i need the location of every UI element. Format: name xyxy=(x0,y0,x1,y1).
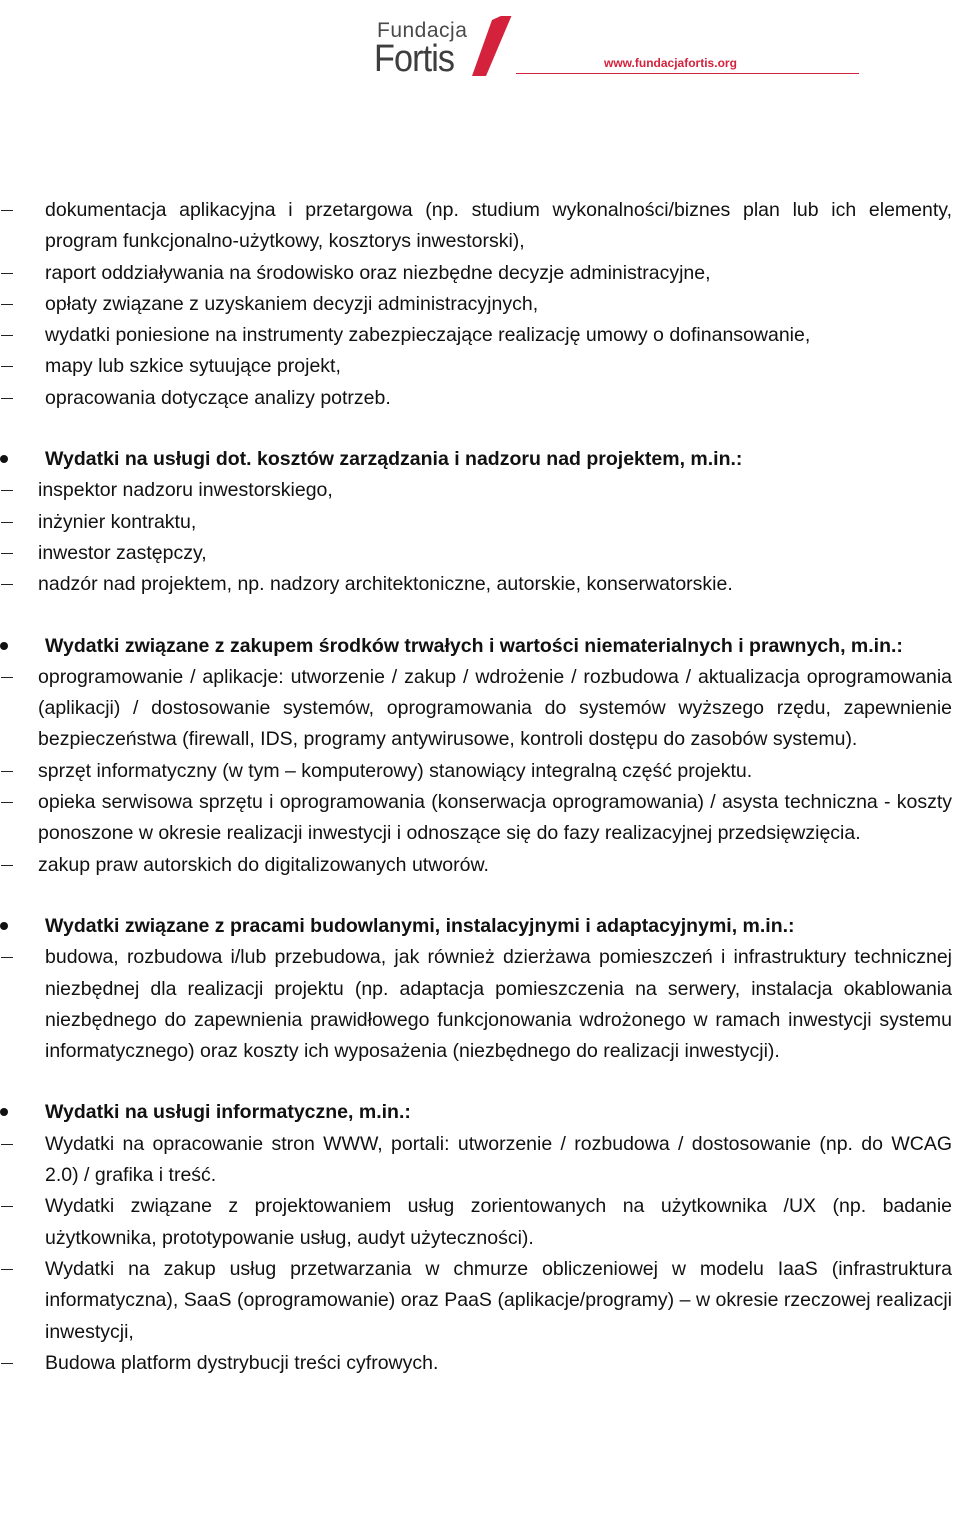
list-item-text: inżynier kontraktu, xyxy=(38,510,197,533)
section-project-documentation xyxy=(0,195,960,414)
spacer xyxy=(0,601,960,631)
spacer xyxy=(0,414,960,444)
list-item xyxy=(0,1129,960,1192)
logo-text-fundacja: Fundacja xyxy=(377,19,468,42)
heading-text: Wydatki związane z pracami budowlanymi, instalacyjnymi i adaptacyjnymi, m.in.: xyxy=(45,914,795,937)
logo-text-fortis: Fortis xyxy=(374,38,455,80)
list-item xyxy=(0,195,960,258)
website-url[interactable]: www.fundacjafortis.org xyxy=(604,56,737,70)
dash-bullet-icon xyxy=(0,942,14,973)
section-it-services xyxy=(0,1097,960,1379)
list-item-text: dokumentacja aplikacyjna i przetargowa (np. studium wykonalności/biznes plan lub ich elementy, program funkcjonalno-użytkowy, kosztorys inwestorski), xyxy=(45,199,952,253)
list-item xyxy=(0,383,960,414)
list-item xyxy=(0,662,960,756)
round-bullet-icon xyxy=(0,631,14,662)
heading-text: Wydatki na usługi dot. kosztów zarządzania i nadzoru nad projektem, m.in.: xyxy=(45,448,743,471)
header-rule xyxy=(516,73,859,74)
dash-bullet-icon xyxy=(0,569,14,600)
list-item-text: Budowa platform dystrybucji treści cyfrowych. xyxy=(45,1351,439,1374)
list-item xyxy=(0,1348,960,1379)
list-item-text: Wydatki na opracowanie stron WWW, portali: utworzenie / rozbudowa / dostosowanie (np. do WCAG 2.0) / grafika i treść. xyxy=(45,1132,952,1187)
list-item xyxy=(0,351,960,382)
list-item xyxy=(0,787,960,850)
list-item-text: zakup praw autorskich do digitalizowanych utworów. xyxy=(38,853,489,876)
round-bullet-icon xyxy=(0,1097,14,1128)
dash-bullet-icon xyxy=(0,787,14,818)
list-item-text: opracowania dotyczące analizy potrzeb. xyxy=(45,386,391,409)
list-item-text: mapy lub szkice sytuujące projekt, xyxy=(45,355,341,378)
list-item-text: opieka serwisowa sprzętu i oprogramowania (konserwacja oprogramowania) / asysta techniczna - koszty ponoszone w okresie realizacji inwestycji i odnoszące się do fazy realizacyjnej przedsięwzięcia. xyxy=(38,791,952,845)
list-item-text: Wydatki na zakup usług przetwarzania w chmurze obliczeniowej w modelu IaaS (infrastruktura informatyczna), SaaS (oprogramowanie) oraz PaaS (aplikacje/programy) – w okresie rzeczowej realizacji inwestycji, xyxy=(45,1257,952,1343)
dash-bullet-icon xyxy=(0,1191,14,1222)
section-heading xyxy=(0,444,960,475)
list-item xyxy=(0,1191,960,1254)
dash-bullet-icon xyxy=(0,383,14,414)
section-management-supervision xyxy=(0,444,960,600)
list-item xyxy=(0,475,960,506)
round-bullet-icon xyxy=(0,444,14,475)
dash-bullet-icon xyxy=(0,320,14,351)
dash-bullet-icon xyxy=(0,756,14,787)
dash-bullet-icon xyxy=(0,850,14,881)
dash-bullet-icon xyxy=(0,538,14,569)
list-item-text: sprzęt informatyczny (w tym – komputerowy) stanowiący integralną część projektu. xyxy=(38,759,753,782)
list-item xyxy=(0,756,960,787)
list-item-text: raport oddziaływania na środowisko oraz niezbędne decyzje administracyjne, xyxy=(45,261,711,284)
fundacja-fortis-logo xyxy=(374,16,524,78)
dash-bullet-icon xyxy=(0,507,14,538)
list-item xyxy=(0,258,960,289)
document-body xyxy=(0,195,960,1379)
list-item-text: Wydatki związane z projektowaniem usług zorientowanych na użytkownika /UX (np. badanie użytkownika, prototypowanie usług, audyt użyteczności). xyxy=(45,1195,952,1249)
list-item-text: inspektor nadzoru inwestorskiego, xyxy=(38,479,333,502)
list-item-text: oprogramowanie / aplikacje: utworzenie / zakup / wdrożenie / rozbudowa / aktualizacja oprogramowania (aplikacji) / dostosowanie systemów, oprogramowania do systemów wyższego rzędu, zapewnienie bezpieczeństwa (firewall, IDS, programy antywirusowe, kontroli dostępu do zasobów systemu). xyxy=(38,665,952,751)
dash-bullet-icon xyxy=(0,351,14,382)
dash-bullet-icon xyxy=(0,289,14,320)
heading-text: Wydatki na usługi informatyczne, m.in.: xyxy=(45,1101,411,1124)
list-item-text: nadzór nad projektem, np. nadzory architektoniczne, autorskie, konserwatorskie. xyxy=(38,573,733,596)
list-item-text: opłaty związane z uzyskaniem decyzji administracyjnych, xyxy=(45,292,539,315)
list-item-text: budowa, rozbudowa i/lub przebudowa, jak również dzierżawa pomieszczeń i infrastruktury technicznej niezbędnej dla realizacji projektu (np. adaptacja pomieszczenia na serwery, instalacja okablowania niezbędnego do zapewnienia prawidłowego funkcjonowania wdrożonego w ramach inwestycji systemu informatycznego) oraz koszty ich wyposażenia (niezbędnego do realizacji inwestycji). xyxy=(45,946,952,1063)
dash-bullet-icon xyxy=(0,195,14,226)
section-heading xyxy=(0,911,960,942)
dash-bullet-icon xyxy=(0,258,14,289)
section-heading xyxy=(0,631,960,662)
list-item xyxy=(0,942,960,1067)
dash-bullet-icon xyxy=(0,475,14,506)
spacer xyxy=(0,881,960,911)
section-construction-works xyxy=(0,911,960,1067)
list-item xyxy=(0,1254,960,1348)
dash-bullet-icon xyxy=(0,1129,14,1160)
section-heading xyxy=(0,1097,960,1128)
heading-text: Wydatki związane z zakupem środków trwałych i wartości niematerialnych i prawnych, m.in.: xyxy=(45,634,903,657)
list-item xyxy=(0,538,960,569)
list-item xyxy=(0,320,960,351)
list-item xyxy=(0,507,960,538)
list-item xyxy=(0,569,960,600)
list-item xyxy=(0,289,960,320)
list-item xyxy=(0,850,960,881)
spacer xyxy=(0,1067,960,1097)
dash-bullet-icon xyxy=(0,662,14,693)
list-item-text: inwestor zastępczy, xyxy=(38,541,207,564)
dash-bullet-icon xyxy=(0,1254,14,1285)
round-bullet-icon xyxy=(0,911,14,942)
dash-bullet-icon xyxy=(0,1348,14,1379)
page-header xyxy=(0,0,960,90)
section-fixed-assets xyxy=(0,631,960,881)
list-item-text: wydatki poniesione na instrumenty zabezpieczające realizację umowy o dofinansowanie, xyxy=(45,324,811,347)
